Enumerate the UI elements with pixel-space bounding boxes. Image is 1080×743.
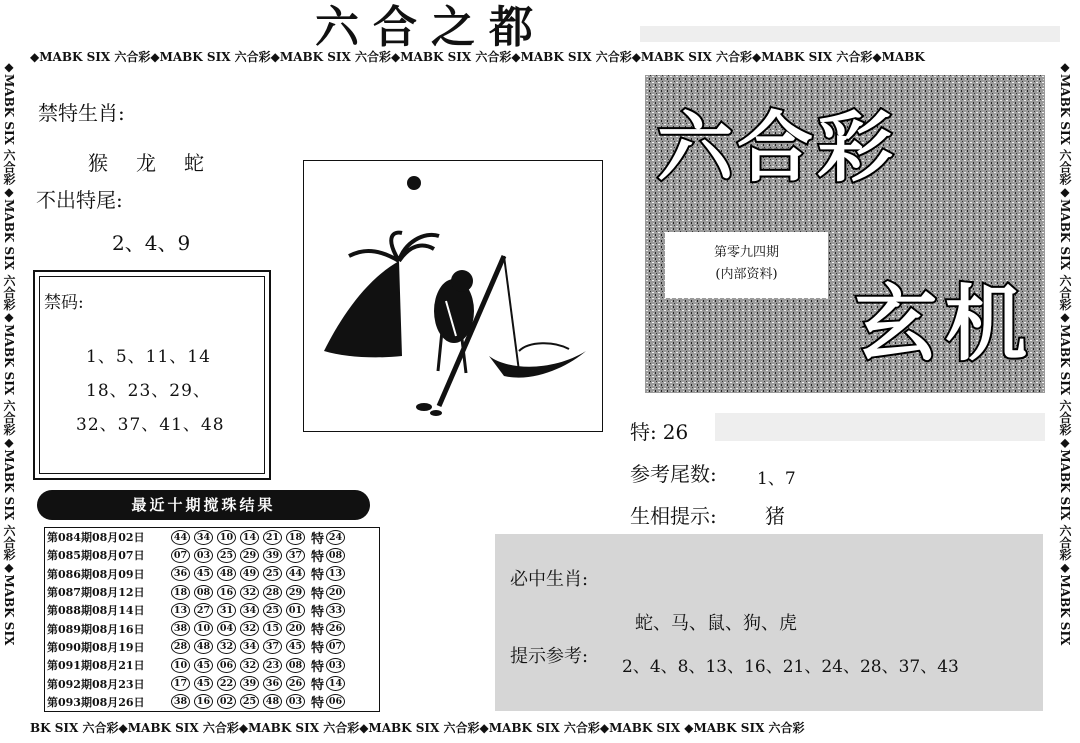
ball-number: 10 [217,530,236,545]
left-border-text: ◆MABK SIX 六合彩◆MABK SIX 六合彩◆MABK SIX 六合彩◆MABK SIX 六合彩◆MABK SIX [2,60,16,646]
ball-number: 28 [171,639,190,654]
special-row [630,416,688,445]
issue-note: (内部资料) [715,267,778,282]
issue-number: 第零九四期 [713,245,779,260]
forbidden-numbers-label: 禁码: [44,293,84,313]
ball-number: 25 [263,566,282,581]
special-value: 26 [662,420,689,444]
ball-number: 48 [194,639,213,654]
draw-date: 第093期08月26日 [47,695,145,709]
ball-number: 25 [263,603,282,618]
ball-number: 25 [240,694,259,709]
ball-number: 21 [263,530,282,545]
ball-number: 18 [171,585,190,600]
table-row [45,674,379,692]
ball-number: 25 [217,548,236,563]
special-ball: 13 [326,566,345,581]
ball-number: 31 [217,603,236,618]
hint-ref-label: 提示参考: [510,646,589,667]
ball-number: 06 [217,658,236,673]
ball-number: 32 [240,585,259,600]
special-label: 特 [311,549,325,565]
draw-date: 第086期08月09日 [47,567,145,581]
poster-title-top: 六合彩 [657,103,897,192]
special-ball: 06 [326,694,345,709]
special-label: 特 [311,641,325,657]
ball-number: 20 [286,621,305,636]
table-row [45,638,379,656]
poster-title-bottom: 玄机 [855,277,1036,372]
draw-date: 第092期08月23日 [47,677,145,691]
special-decor-bar [715,413,1045,441]
tail-ref-label: 参考尾数: [630,462,717,486]
ball-number: 34 [240,639,259,654]
special-label: 特 [311,568,325,584]
ball-number: 48 [217,566,236,581]
draw-date: 第087期08月12日 [47,586,145,600]
forbidden-numbers-line-1: 1、5、11、14 [86,347,211,367]
ball-number: 44 [286,566,305,581]
tail-ref-value: 1、7 [757,469,796,489]
ball-number: 37 [286,548,305,563]
ball-number: 08 [286,658,305,673]
special-label: 特 [311,586,325,602]
special-ball: 33 [326,603,345,618]
special-ball: 14 [326,676,345,691]
ball-number: 32 [240,621,259,636]
forbidden-zodiac-label: 禁特生肖: [38,101,125,125]
ball-number: 36 [263,676,282,691]
special-ball: 08 [326,548,345,563]
bottom-border-text: BK SIX 六合彩◆MABK SIX 六合彩◆MABK SIX 六合彩◆MABK SIX 六合彩◆MABK SIX 六合彩◆MABK SIX ◆MABK SIX 六合彩 [30,721,805,735]
ball-number: 45 [286,639,305,654]
ball-number: 03 [194,548,213,563]
ball-number: 34 [194,530,213,545]
ink-painting [303,160,603,432]
ball-number: 32 [217,639,236,654]
ball-number: 22 [217,676,236,691]
recent-results-banner: 最近十期搅珠结果 [37,490,370,520]
special-label: 特 [311,659,325,675]
table-row [45,656,379,674]
title-decor-bar [640,26,1060,42]
draw-date: 第085期08月07日 [47,549,145,563]
ball-number: 48 [263,694,282,709]
tail-excluded-values: 2、4、9 [112,231,191,255]
ball-number: 32 [240,658,259,673]
ink-painting-art [304,161,601,430]
must-zodiac-label: 必中生肖: [510,569,589,590]
ball-number: 28 [263,585,282,600]
ball-number: 16 [217,585,236,600]
ball-number: 49 [240,566,259,581]
special-ball: 24 [326,530,345,545]
ball-number: 37 [263,639,282,654]
ball-number: 17 [171,676,190,691]
results-table [44,527,380,712]
draw-date: 第088期08月14日 [47,604,145,618]
special-ball: 07 [326,639,345,654]
ball-number: 16 [194,694,213,709]
draw-date: 第089期08月16日 [47,622,145,636]
forbidden-numbers-line-2: 18、23、29、 [86,381,211,401]
forbidden-zodiac-values: 猴 龙 蛇 [88,151,208,175]
top-border-text: ◆MABK SIX 六合彩◆MABK SIX 六合彩◆MABK SIX 六合彩◆MABK SIX 六合彩◆MABK SIX 六合彩◆MABK SIX 六合彩◆MABK SIX 六合彩◆MABK [30,50,925,64]
issue-box [665,232,828,298]
special-ball: 26 [326,621,345,636]
ball-number: 39 [263,548,282,563]
ball-number: 10 [194,621,213,636]
page-title: 六合之都 [315,2,547,53]
special-label: 特: [630,420,657,444]
ball-number: 39 [240,676,259,691]
ball-number: 15 [263,621,282,636]
table-row [45,528,379,546]
ball-number: 29 [286,585,305,600]
ball-number: 26 [286,676,305,691]
special-label: 特 [311,623,325,639]
ball-number: 29 [240,548,259,563]
hint-numbers: 2、4、8、13、16、21、24、28、37、43 [622,657,959,677]
table-row [45,601,379,619]
special-label: 特 [311,604,325,620]
ball-number: 04 [217,621,236,636]
ball-number: 23 [263,658,282,673]
hint-zodiacs: 蛇、马、鼠、狗、虎 [635,613,797,634]
ball-number: 36 [171,566,190,581]
table-row [45,583,379,601]
ball-number: 07 [171,548,190,563]
ball-number: 34 [240,603,259,618]
table-row [45,565,379,583]
right-border-text: ◆MABK SIX 六合彩◆MABK SIX 六合彩◆MABK SIX 六合彩◆MABK SIX 六合彩◆MABK SIX [1058,60,1072,646]
ball-number: 45 [194,658,213,673]
ball-number: 13 [171,603,190,618]
ball-number: 18 [286,530,305,545]
ball-number: 01 [286,603,305,618]
forbidden-numbers-line-3: 32、37、41、48 [76,415,225,435]
special-label: 特 [311,531,325,547]
tail-excluded-label: 不出特尾: [36,188,123,212]
ball-number: 44 [171,530,190,545]
ball-number: 38 [171,621,190,636]
table-row [45,546,379,564]
draw-date: 第090期08月19日 [47,640,145,654]
table-row [45,619,379,637]
special-label: 特 [311,678,325,694]
special-ball: 03 [326,658,345,673]
ball-number: 45 [194,676,213,691]
ball-number: 08 [194,585,213,600]
ball-number: 14 [240,530,259,545]
ball-number: 02 [217,694,236,709]
zodiac-hint-label: 生相提示: [630,504,717,528]
ball-number: 27 [194,603,213,618]
ball-number: 03 [286,694,305,709]
draw-date: 第084期08月02日 [47,531,145,545]
table-row [45,693,379,711]
ball-number: 38 [171,694,190,709]
zodiac-hint-value: 猪 [765,504,785,528]
ball-number: 10 [171,658,190,673]
special-ball: 20 [326,585,345,600]
special-label: 特 [311,696,325,712]
ball-number: 45 [194,566,213,581]
draw-date: 第091期08月21日 [47,659,145,673]
